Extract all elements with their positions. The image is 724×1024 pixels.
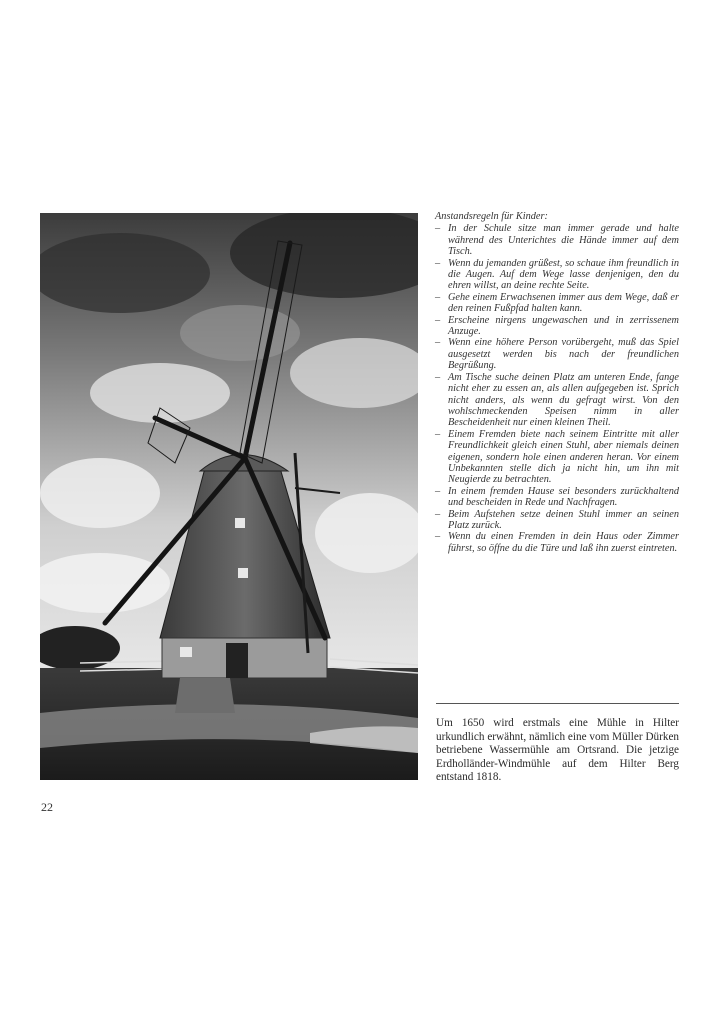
history-caption: Um 1650 wird erstmals eine Mühle in Hilter urkundlich erwähnt, nämlich eine vom Müller Dürken betriebene Wassermühle am Ortsrand. Die jetzige Erdholländer-Windmühle auf dem Hilter Berg entstand 1818. [436, 717, 679, 783]
etiquette-rules-block [435, 211, 679, 554]
rule-item: – Wenn du einen Fremden in dein Haus oder Zimmer führst, so öffne du die Türe und laß ihn zuerst eintreten. [435, 531, 679, 554]
rule-item: – Gehe einem Erwachsenen immer aus dem Wege, daß er den reinen Fußpfad halten kann. [435, 292, 679, 315]
rules-title: Anstandsregeln für Kinder: [435, 211, 548, 222]
rule-item: – Beim Aufstehen setze deinen Stuhl immer an seinen Platz zurück. [435, 509, 679, 532]
rule-item: – Erscheine nirgens ungewaschen und in zerrissenem Anzuge. [435, 315, 679, 338]
rule-item: – Einem Fremden biete nach seinem Eintritte mit aller Freundlichkeit gleich einen Stuhl, aber niemals deinen eigenen, sondern hole einen anderen heran. Vor einem Unbekannten stelle dich ja nicht hin, um ihn mit Neugierde zu betrachten. [435, 429, 679, 486]
rule-item: – In der Schule sitze man immer gerade und halte während des Unterichtes die Hände immer auf dem Tisch. [435, 223, 679, 257]
rule-item: – Wenn eine höhere Person vorübergeht, muß das Spiel ausgesetzt werden bis nach der freundlichen Begrüßung. [435, 337, 679, 371]
rule-item: – Wenn du jemanden grüßest, so schaue ihm freundlich in die Augen. Auf dem Wege lasse denjenigen, den du ehren willst, an deine rechte Seite. [435, 258, 679, 292]
page-number: 22 [41, 800, 53, 814]
rule-item: – In einem fremden Hause sei besonders zurückhaltend und bescheiden in Rede und Nachfragen. [435, 486, 679, 509]
rules-list [435, 223, 679, 554]
rule-item: – Am Tische suche deinen Platz am unteren Ende, fange nicht eher zu essen an, als allen aufgegeben ist. Sprich nicht anders, als wenn du gefragt wirst. Von den wohlschmeckenden Speisen nimm in aller Bescheidenheit nur einen kleinen Theil. [435, 372, 679, 429]
section-divider [436, 703, 679, 704]
windmill-photo [40, 213, 418, 780]
